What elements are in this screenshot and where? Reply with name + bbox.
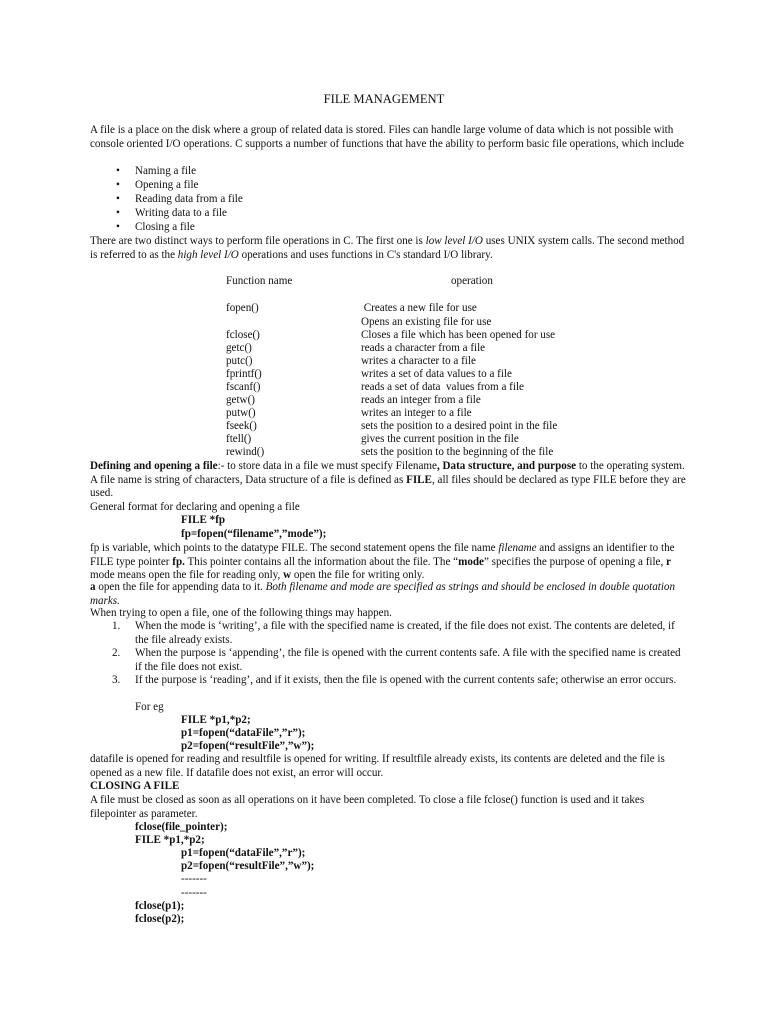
bold-text: a — [90, 581, 96, 593]
table-header-function: Function name — [226, 275, 293, 287]
text-run: open the file for writing only. — [291, 569, 425, 582]
table-cell-function: fprintf() — [226, 368, 262, 380]
emphasis-text: low level I/O — [425, 235, 483, 247]
fp-paragraph — [90, 542, 690, 583]
closing-paragraph: A file must be closed as soon as all operations on it have been completed. To close a file fclose() function is used and it takes filepointer as parameter. — [90, 794, 645, 820]
table-cell-operation: writes an integer to a file — [361, 407, 472, 419]
text-run: fp is variable, which points to the datatype FILE. The second statement opens the file name — [90, 542, 499, 554]
code-line: p2=fopen(“resultFile”,”w”); — [181, 860, 315, 872]
table-cell-function: rewind() — [226, 446, 265, 458]
code-line: FILE *p1,*p2; — [181, 714, 251, 726]
table-cell-function: fseek() — [226, 420, 257, 432]
page-title: FILE MANAGEMENT — [323, 92, 445, 106]
table-header-operation: operation — [451, 275, 493, 287]
for-eg-label: For eg — [135, 701, 164, 713]
list-number: 3. — [112, 674, 121, 686]
bold-text: , Data structure, and purpose — [436, 460, 577, 472]
code-line: FILE *fp — [181, 514, 226, 526]
table-cell-operation: writes a set of data values to a file — [361, 368, 512, 380]
text-run: ” specifies the purpose of opening a file, — [483, 555, 667, 568]
table-cell-operation: Closes a file which has been opened for use — [361, 329, 556, 341]
table-cell-operation: reads an integer from a file — [361, 394, 481, 406]
text-run: This pointer contains all the information about the file. The “ — [184, 555, 459, 568]
bullet-marker: • — [116, 179, 120, 191]
code-line: fclose(file_pointer); — [135, 821, 228, 833]
table-cell-operation: writes a character to a file — [361, 355, 476, 367]
code-line: p2=fopen(“resultFile”,”w”); — [181, 740, 315, 752]
list-number: 1. — [112, 620, 121, 632]
table-cell-function: putw() — [226, 407, 256, 419]
text-run: :- to store data in a file we must specify Filename — [217, 460, 437, 472]
table-cell-operation: sets the position to the beginning of the file — [361, 446, 554, 458]
ellipsis-line: ------- — [181, 873, 207, 885]
section-heading: Defining and opening a file — [90, 460, 218, 472]
list-number: 2. — [112, 647, 121, 659]
bullet-marker: • — [116, 207, 120, 219]
table-cell-operation: Creates a new file for use — [361, 302, 477, 314]
table-cell-function: fclose() — [226, 329, 260, 341]
table-cell-function: putc() — [226, 355, 253, 367]
table-cell-function: fscanf() — [226, 381, 261, 393]
code-line: fclose(p1); — [135, 900, 185, 912]
text-run: uses UNIX system calls. The second method is referred to as the — [90, 235, 685, 261]
table-cell-operation: sets the position to a desired point in the file — [361, 420, 558, 432]
text-run: and assigns an identifier to the FILE type pointer — [90, 542, 675, 568]
code-line: FILE *p1,*p2; — [135, 834, 205, 846]
bold-text: mode — [458, 555, 484, 568]
bold-text: w — [283, 569, 292, 582]
append-paragraph — [90, 581, 690, 608]
emphasis-text: filename — [498, 542, 537, 554]
emphasis-text: high level I/O — [177, 248, 239, 261]
table-cell-operation: reads a character from a file — [361, 342, 486, 354]
text-run: There are two distinct ways to perform file operations in C. The first one is — [90, 235, 426, 247]
when-trying-line: When trying to open a file, one of the following things may happen. — [90, 607, 392, 619]
code-line: fp=fopen(“filename”,”mode”); — [181, 528, 327, 540]
code-line: fclose(p2); — [135, 913, 185, 925]
text-run: , all files should be declared as type FILE before they are used. — [90, 473, 686, 500]
datafile-paragraph: datafile is opened for reading and resultfile is opened for writing. If resultfile already exists, its contents are deleted and the file is opened as a new file. If datafile does not exist, an error will occur. — [90, 753, 665, 779]
table-cell-function: fopen() — [226, 302, 259, 314]
table-cell-function: getc() — [226, 342, 252, 354]
closing-heading: CLOSING A FILE — [90, 780, 180, 792]
table-cell-operation: Opens an existing file for use — [361, 316, 492, 328]
table-cell-function: getw() — [226, 394, 255, 406]
text-run: operations and uses functions in C's standard I/O library. — [238, 248, 493, 261]
bold-text: fp. — [172, 555, 185, 568]
defining-paragraph — [90, 460, 690, 501]
code-line: p1=fopen(“dataFile”,”r”); — [181, 727, 306, 739]
list-item: Naming a file — [135, 165, 196, 177]
list-item: When the mode is ‘writing’, a file with the specified name is created, if the file does not exist. The contents are deleted, if the file already exists. — [135, 620, 675, 646]
list-item: Writing data to a file — [135, 207, 227, 219]
list-item: If the purpose is ‘reading’, and if it exists, then the file is opened with the current contents safe; otherwise an error occurs. — [135, 674, 677, 686]
list-item: When the purpose is ‘appending’, the file is opened with the current contents safe. A file with the specified name is created if the file does not exist. — [135, 647, 681, 673]
list-item: Opening a file — [135, 179, 199, 191]
two-ways-paragraph — [90, 235, 690, 262]
list-item: Closing a file — [135, 221, 195, 233]
bold-text: r — [666, 555, 671, 568]
bullet-marker: • — [116, 165, 120, 177]
code-line: p1=fopen(“dataFile”,”r”); — [181, 847, 306, 859]
bullet-marker: • — [116, 221, 120, 233]
table-cell-operation: gives the current position in the file — [361, 433, 519, 445]
table-cell-function: ftell() — [226, 433, 252, 445]
bold-text: FILE — [406, 473, 432, 486]
ellipsis-line: ------- — [181, 887, 207, 899]
table-cell-operation: reads a set of data values from a file — [361, 381, 524, 393]
general-format-line: General format for declaring and opening a file — [90, 501, 300, 513]
intro-paragraph: A file is a place on the disk where a group of related data is stored. Files can handle large volume of data which is not possible with console oriented I/O operations. C supports a number of functions that have the ability to perform basic file operations, which include — [90, 124, 684, 150]
list-item: Reading data from a file — [135, 193, 243, 205]
bullet-marker: • — [116, 193, 120, 205]
text-run: mode means open the file for reading only, — [90, 569, 284, 582]
text-run: to the operating system. A file name is string of characters, Data structure of a file is defined as — [90, 460, 685, 486]
text-run: open the file for appending data to it. — [95, 581, 266, 593]
emphasis-text: Both filename and mode are specified as strings and should be enclosed in double quotation marks. — [90, 581, 675, 607]
